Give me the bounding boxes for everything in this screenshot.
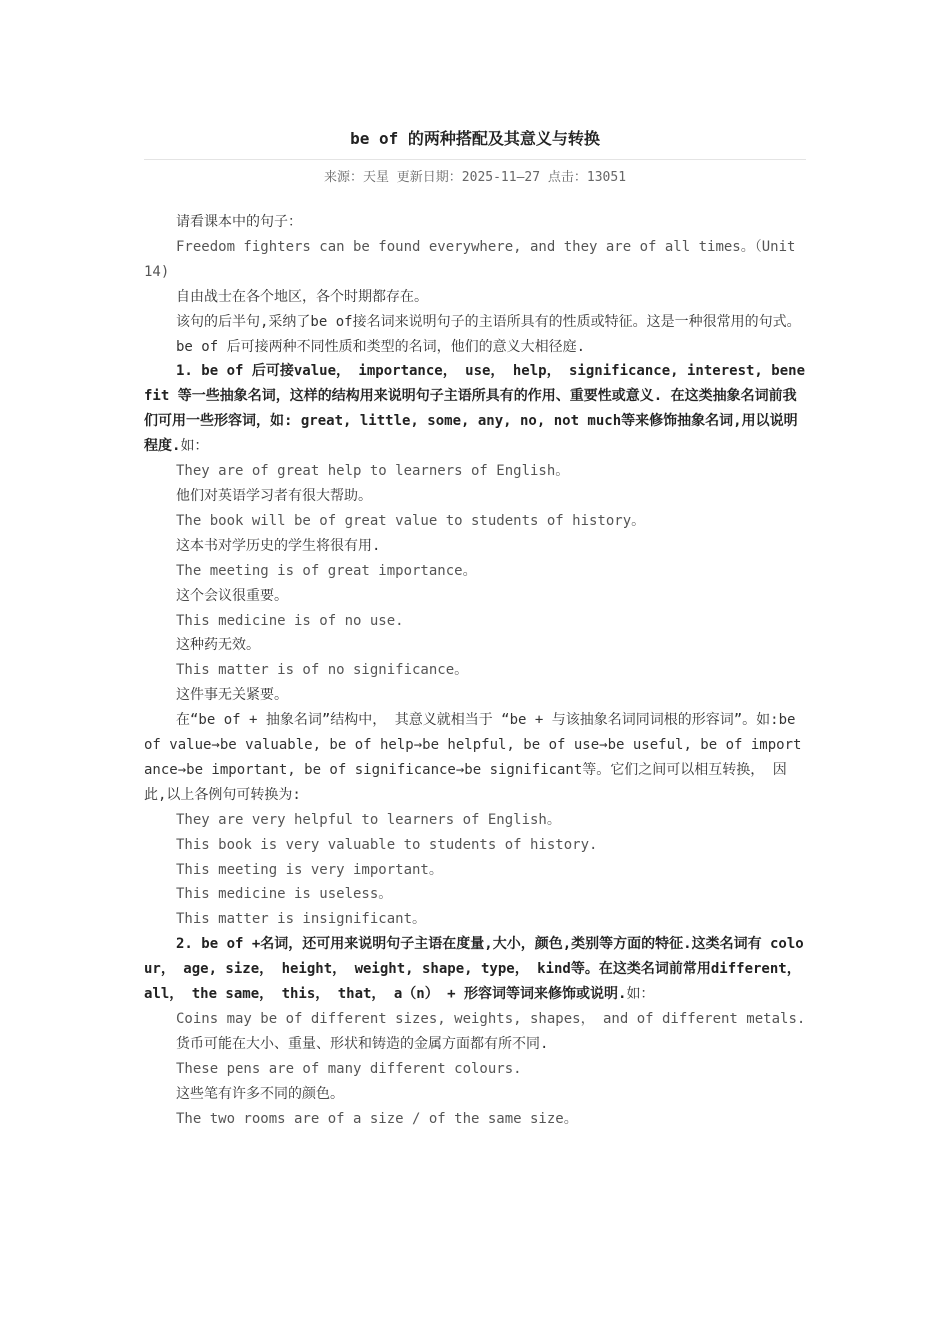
article-body (144, 210, 806, 1132)
paragraph-text: Freedom fighters can be found everywhere, and they are of all times。（Unit 14) (144, 238, 796, 280)
paragraph-text: 这个会议很重要。 (176, 587, 288, 604)
body-paragraph (144, 509, 806, 534)
paragraph-text: 他们对英语学习者有很大帮助。 (176, 487, 372, 504)
paragraph-text: The two rooms are of a size / of the same size。 (176, 1110, 578, 1127)
body-paragraph (144, 559, 806, 584)
body-paragraph (144, 534, 806, 559)
body-paragraph (144, 882, 806, 907)
body-paragraph (144, 932, 806, 1007)
body-paragraph (144, 833, 806, 858)
paragraph-text: 1. be of 后可接value， importance， use， help， significance, interest, benefit 等一些抽象名词，这样的结构用来说明句子主语所具有的作用、重要性或意义. 在这类抽象名词前我们可用一些形容词，如: great, little, some, any, no, not much等来修饰抽象名词,用以说明程度. (144, 363, 806, 455)
paragraph-text: This medicine is of no use. (176, 612, 404, 629)
body-paragraph (144, 1057, 806, 1082)
body-paragraph (144, 584, 806, 609)
body-paragraph (144, 907, 806, 932)
paragraph-text: They are of great help to learners of English。 (176, 463, 570, 480)
article-meta: 来源：天星 更新日期：2025-11—27 点击：13051 (323, 170, 627, 185)
paragraph-text: 请看课本中的句子： (176, 214, 302, 230)
paragraph-text: 自由战士在各个地区，各个时期都存在。 (176, 288, 428, 305)
paragraph-text: be of 后可接两种不同性质和类型的名词，他们的意义大相径庭. (176, 338, 585, 355)
paragraph-text: The book will be of great value to students of history。 (176, 512, 646, 529)
title-divider (144, 159, 806, 160)
body-paragraph (144, 484, 806, 509)
paragraph-text: They are very helpful to learners of English。 (176, 811, 561, 828)
paragraph-text: 在“be of + 抽象名词”结构中， 其意义就相当于 “be + 与该抽象名词同词根的形容词”。如:be of value→be valuable, be of help→be helpful, be of use→be useful, be of importance→be important, be of significance→be significant等。它们之间可以相互转换， 因此,以上各例句可转换为: (144, 712, 802, 803)
paragraph-text: These pens are of many different colours. (176, 1060, 522, 1077)
paragraph-text: This book is very valuable to students of history. (176, 836, 598, 853)
body-paragraph (144, 459, 806, 484)
body-paragraph (144, 1007, 806, 1032)
body-paragraph (144, 310, 806, 335)
body-paragraph (144, 359, 806, 459)
paragraph-text: 这件事无关紧要。 (176, 687, 288, 704)
body-paragraph (144, 858, 806, 883)
paragraph-text: 这些笔有许多不同的颜色。 (176, 1085, 344, 1102)
paragraph-text: 这本书对学历史的学生将很有用. (176, 537, 381, 554)
body-paragraph (144, 1032, 806, 1057)
paragraph-tail: 如： (180, 438, 209, 455)
paragraph-text: 货币可能在大小、重量、形状和铸造的金属方面都有所不同. (176, 1035, 549, 1052)
paragraph-text: 这种药无效。 (176, 637, 260, 654)
paragraph-text: This medicine is useless。 (176, 886, 393, 903)
body-paragraph (144, 1082, 806, 1107)
paragraph-text: This meeting is very important。 (176, 861, 443, 878)
paragraph-text: Coins may be of different sizes, weights, shapes， and of different metals. (176, 1011, 806, 1027)
body-paragraph (144, 708, 806, 808)
body-paragraph (144, 1107, 806, 1132)
paragraph-text: This matter is of no significance。 (176, 662, 469, 679)
body-paragraph (144, 335, 806, 360)
article-page (144, 0, 806, 1132)
body-paragraph (144, 683, 806, 708)
body-paragraph (144, 235, 806, 285)
body-paragraph (144, 285, 806, 310)
paragraph-text: 该句的后半句,采纳了be of接名词来说明句子的主语所具有的性质或特征。这是一种很常用的句式。 (176, 313, 801, 330)
paragraph-text: 2. be of +名词，还可用来说明句子主语在度量,大小，颜色,类别等方面的特征.这类名词有 colour， age, size， height， weight, shape, type， kind等。在这类名词前常用different， all， the same， this， that， a（n） + 形容词等词来修饰或说明. (144, 936, 804, 1003)
body-paragraph (144, 633, 806, 658)
paragraph-tail: 如： (626, 986, 655, 1003)
body-paragraph (144, 658, 806, 683)
paragraph-text: The meeting is of great importance。 (176, 562, 477, 579)
body-paragraph (144, 210, 806, 235)
body-paragraph (144, 808, 806, 833)
article-title: be of 的两种搭配及其意义与转换 (350, 129, 600, 148)
body-paragraph (144, 609, 806, 634)
paragraph-text: This matter is insignificant。 (176, 911, 427, 928)
